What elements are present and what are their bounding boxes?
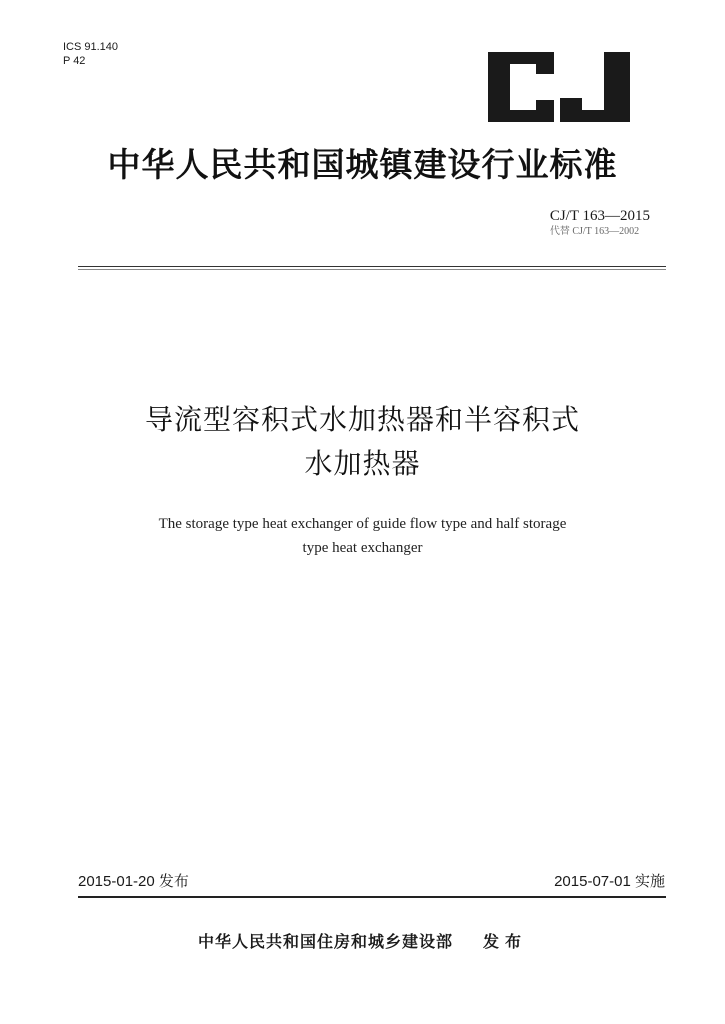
title-english (0, 512, 725, 560)
classification-code: P 42 (63, 55, 86, 67)
standard-code-block (550, 207, 650, 238)
cj-logo (488, 52, 630, 122)
issue-date: 2015-01-20 发布 (78, 873, 189, 890)
publish-verb: 发布 (483, 932, 528, 951)
ics-code: ICS 91.140 (63, 41, 119, 53)
footer-divider (78, 896, 666, 898)
title-chinese-line2: 水加热器 (304, 447, 421, 480)
title-chinese (0, 398, 725, 486)
publisher-line (0, 930, 725, 954)
replaces-standard: 代替 CJ/T 163—2002 (549, 226, 640, 237)
cj-logo-c (488, 52, 554, 122)
title-english-line2: type heat exchanger (302, 540, 423, 556)
publisher-name: 中华人民共和国住房和城乡建设部 (197, 932, 453, 951)
standard-category: 中华人民共和国城镇建设行业标准 (107, 145, 618, 184)
title-english-line1: The storage type heat exchanger of guide flow type and half storage (158, 516, 567, 532)
header-divider (78, 266, 666, 267)
ics-classification (63, 40, 118, 68)
standard-code: CJ/T 163—2015 (549, 208, 650, 224)
cj-logo-j (560, 52, 630, 122)
header-divider-secondary (78, 269, 666, 270)
title-chinese-line1: 导流型容积式水加热器和半容积式 (144, 403, 580, 436)
implementation-date: 2015-07-01 实施 (554, 873, 665, 890)
